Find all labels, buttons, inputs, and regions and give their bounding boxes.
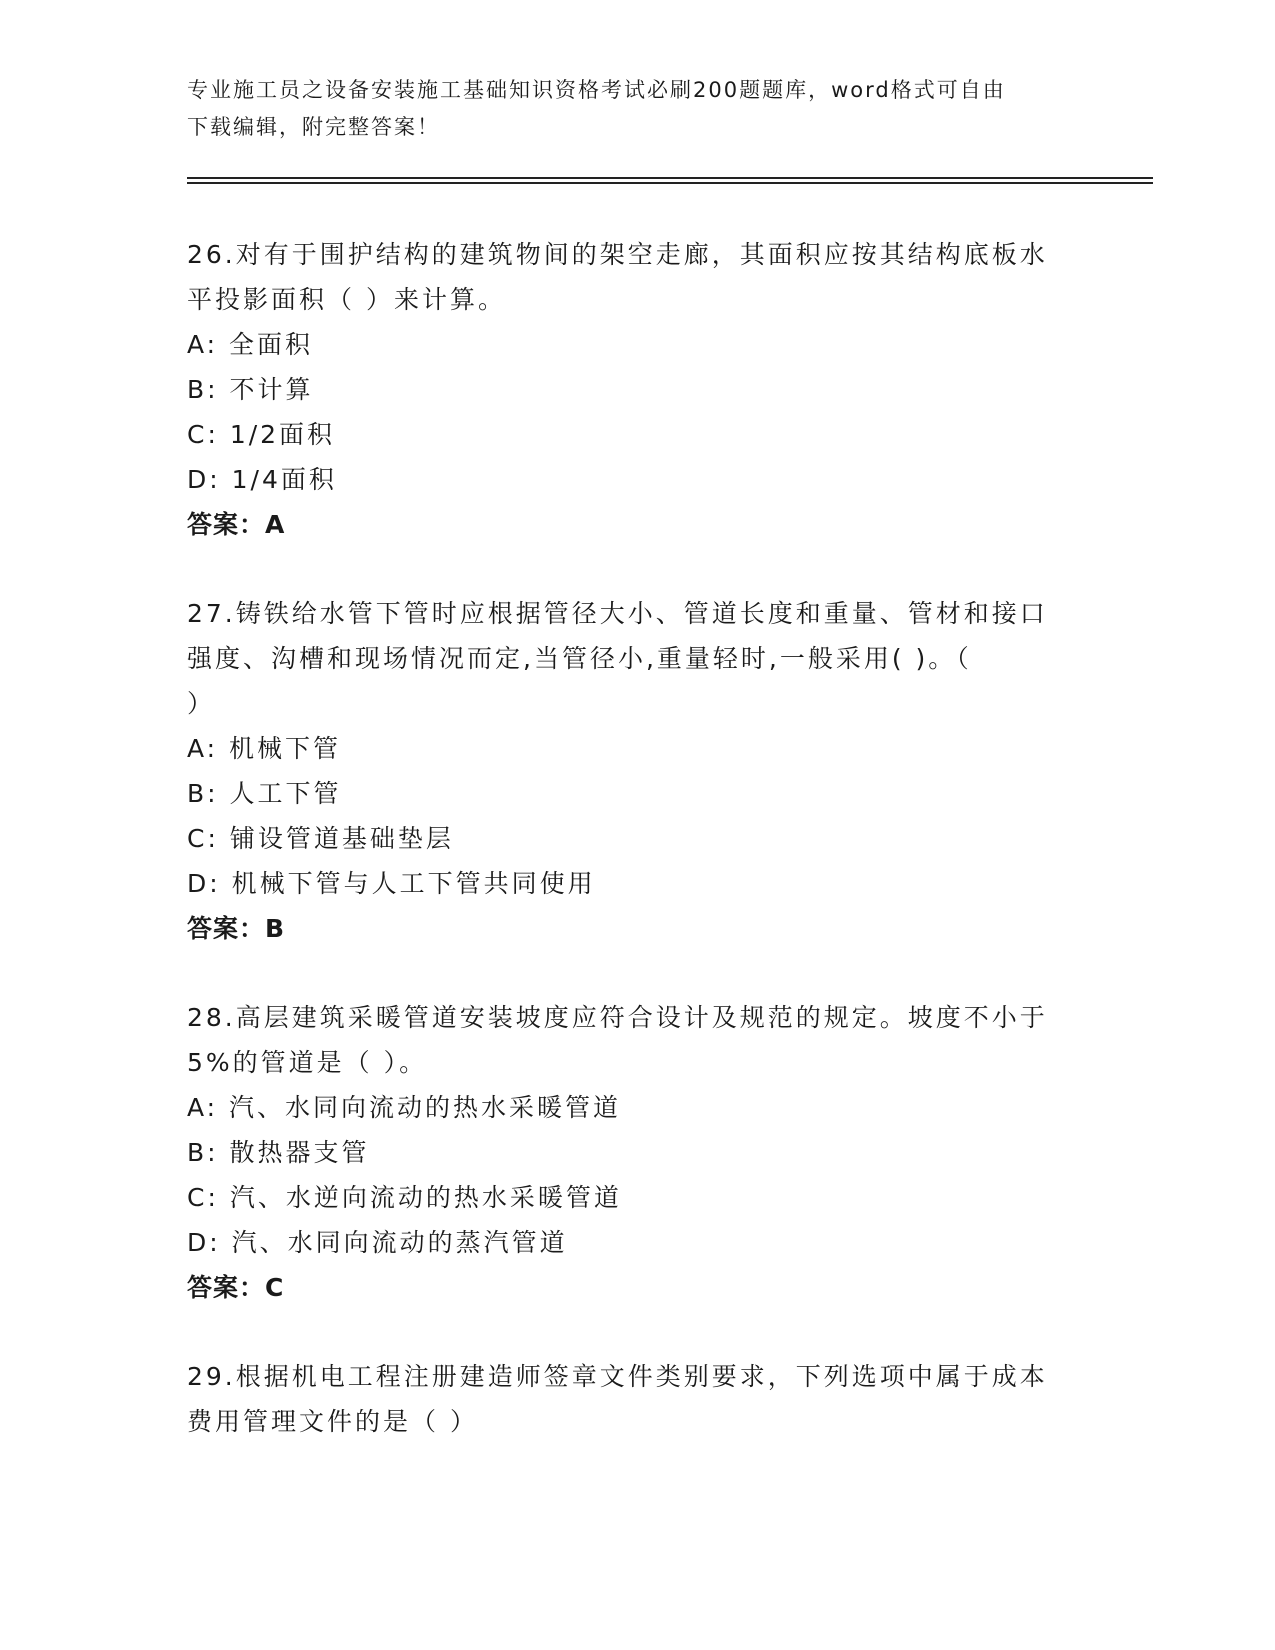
question-item <box>187 591 1077 951</box>
option-d: D: 1/4面积 <box>187 465 337 494</box>
option-d: D: 汽、水同向流动的蒸汽管道 <box>187 1228 568 1257</box>
answer: 答案：C <box>187 1273 285 1302</box>
question-item <box>187 995 1077 1310</box>
question-stem: 29.根据机电工程注册建造师签章文件类别要求，下列选项中属于成本 费用管理文件的是（ ） <box>187 1362 1048 1436</box>
question-item <box>187 1354 1077 1444</box>
option-a: A: 全面积 <box>187 330 314 359</box>
option-d: D: 机械下管与人工下管共同使用 <box>187 869 596 898</box>
question-stem: 27.铸铁给水管下管时应根据管径大小、管道长度和重量、管材和接口 强度、沟槽和现场情况而定,当管径小,重量轻时,一般采用( )。（ ） <box>187 599 1048 718</box>
header-line-2: 下载编辑，附完整答案！ <box>187 115 440 139</box>
header-line-1: 专业施工员之设备安装施工基础知识资格考试必刷200题题库，word格式可自由 <box>187 78 1006 102</box>
answer: 答案：B <box>187 914 286 943</box>
question-list <box>187 232 1077 1488</box>
question-stem: 26.对有于围护结构的建筑物间的架空走廊，其面积应按其结构底板水 平投影面积（ ）来计算。 <box>187 240 1048 314</box>
option-b: B: 不计算 <box>187 375 314 404</box>
header-divider-top <box>187 177 1153 179</box>
document-header <box>187 72 1067 146</box>
option-c: C: 汽、水逆向流动的热水采暖管道 <box>187 1183 622 1212</box>
answer: 答案：A <box>187 510 286 539</box>
option-a: A: 汽、水同向流动的热水采暖管道 <box>187 1093 622 1122</box>
option-b: B: 人工下管 <box>187 779 342 808</box>
option-c: C: 1/2面积 <box>187 420 336 449</box>
question-item <box>187 232 1077 547</box>
option-b: B: 散热器支管 <box>187 1138 370 1167</box>
header-divider-bottom <box>187 182 1153 184</box>
question-stem: 28.高层建筑采暖管道安装坡度应符合设计及规范的规定。坡度不小于 5%的管道是（ ）。 <box>187 1003 1048 1077</box>
option-a: A: 机械下管 <box>187 734 342 763</box>
option-c: C: 铺设管道基础垫层 <box>187 824 454 853</box>
